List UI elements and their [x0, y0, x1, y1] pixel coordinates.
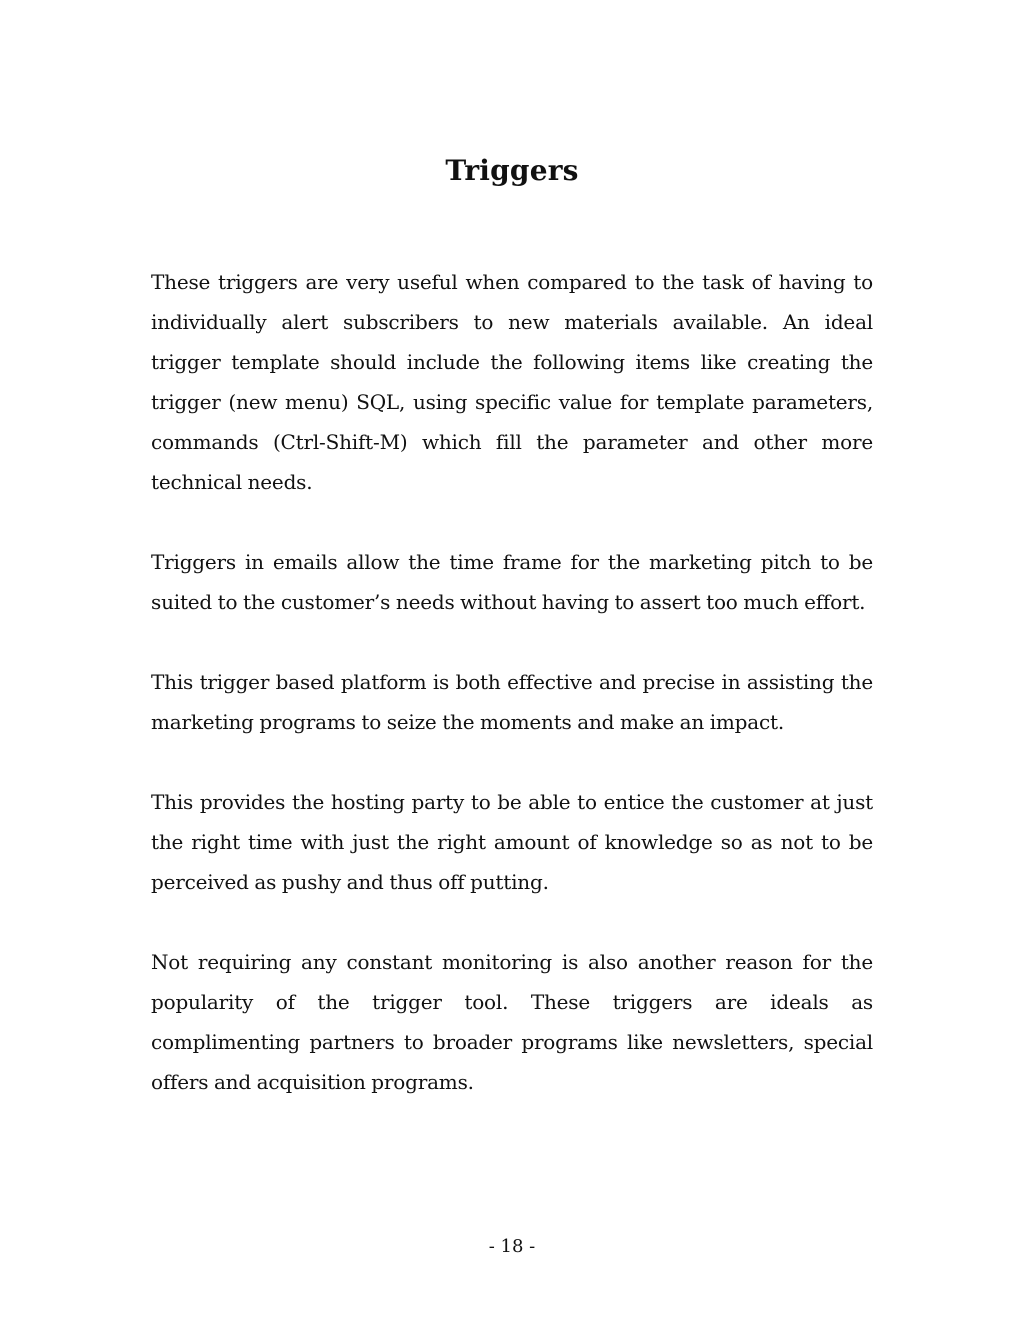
paragraph-1: These triggers are very useful when compared to the task of having to individually alert subscribers to new materials available. An ideal trigger template should include the following items like creating the trigger (new menu) SQL, using specific value for template parameters, commands (Ctrl-Shift-M) which fill the parameter and other more technical needs. — [151, 270, 873, 494]
paragraph-2: Triggers in emails allow the time frame for the marketing pitch to be suited to the customer’s needs without having to assert too much effort. — [151, 550, 873, 614]
paragraph-4: This provides the hosting party to be able to entice the customer at just the right time with just the right amount of knowledge so as not to be perceived as pushy and thus off putting. — [151, 790, 873, 894]
paragraph-5: Not requiring any constant monitoring is also another reason for the popularity of the trigger tool. These triggers are ideals as complimenting partners to broader programs like newsletters, special offers and acquisition programs. — [151, 950, 873, 1094]
page-title: Triggers — [445, 154, 579, 187]
body-text — [151, 262, 873, 1142]
page-number: - 18 - — [488, 1236, 536, 1257]
paragraph-3: This trigger based platform is both effective and precise in assisting the marketing programs to seize the moments and make an impact. — [151, 670, 873, 734]
